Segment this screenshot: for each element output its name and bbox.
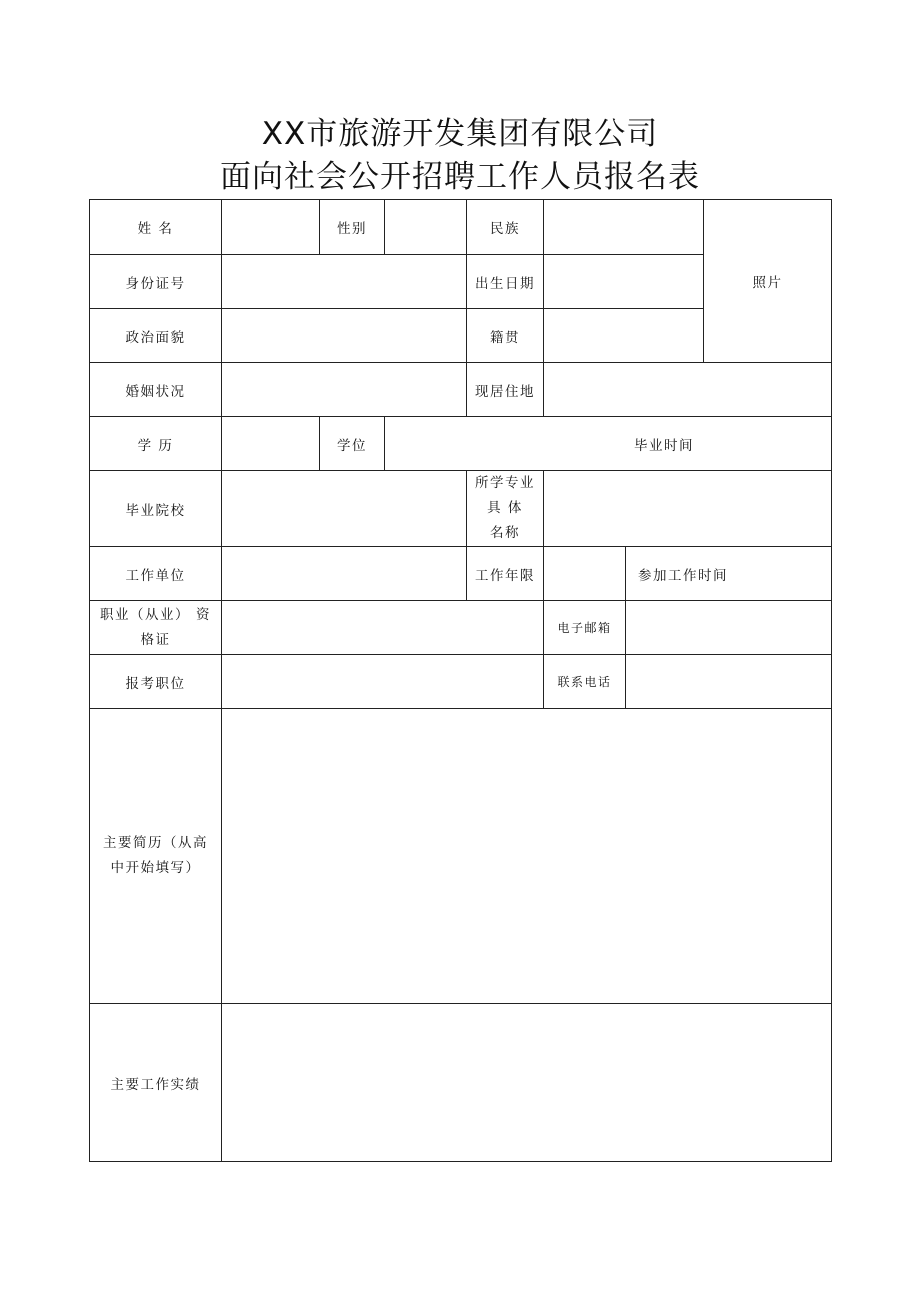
photo-cell[interactable] <box>704 200 832 363</box>
phone-input-cell[interactable] <box>626 655 832 709</box>
employer-input-cell[interactable] <box>222 547 467 601</box>
political-status-input-cell[interactable] <box>222 309 467 363</box>
email-label: 电子邮箱 <box>544 601 626 655</box>
education-label: 学 历 <box>90 417 222 471</box>
residence-input-cell[interactable] <box>544 363 832 417</box>
degree-label: 学位 <box>320 417 385 471</box>
id-number-input-cell[interactable] <box>222 255 467 309</box>
resume-input-cell[interactable] <box>222 709 832 1004</box>
resume-label: 主要简历（从高 中开始填写） <box>90 709 222 1004</box>
graduate-school-label: 毕业院校 <box>90 471 222 547</box>
birth-date-input-cell[interactable] <box>544 255 704 309</box>
qualification-label: 职业（从业） 资 格证 <box>90 601 222 655</box>
photo-label: 照片 <box>752 275 783 291</box>
title-line-2: 面向社会公开招聘工作人员报名表 <box>220 159 700 195</box>
gender-label: 性别 <box>320 200 385 255</box>
years-worked-label: 工作年限 <box>467 547 544 601</box>
qualification-input-cell[interactable] <box>222 601 544 655</box>
years-worked-input-cell[interactable] <box>544 547 626 601</box>
ethnicity-input-cell[interactable] <box>544 200 704 255</box>
email-input-cell[interactable] <box>626 601 832 655</box>
achievements-label: 主要工作实绩 <box>90 1004 222 1162</box>
residence-label: 现居住地 <box>467 363 544 417</box>
phone-label: 联系电话 <box>544 655 626 709</box>
position-applied-label: 报考职位 <box>90 655 222 709</box>
native-place-label: 籍贯 <box>467 309 544 363</box>
graduation-time-cell[interactable] <box>385 417 832 471</box>
birth-date-label: 出生日期 <box>467 255 544 309</box>
name-label: 姓 名 <box>90 200 222 255</box>
major-input-cell[interactable] <box>544 471 832 547</box>
graduate-school-input-cell[interactable] <box>222 471 467 547</box>
name-input-cell[interactable] <box>222 200 320 255</box>
gender-input-cell[interactable] <box>385 200 467 255</box>
major-label: 所学专业具 体 名称 <box>467 471 544 547</box>
position-applied-input-cell[interactable] <box>222 655 544 709</box>
registration-form-table <box>89 199 832 1162</box>
employer-label: 工作单位 <box>90 547 222 601</box>
title-line-1: XX市旅游开发集团有限公司 <box>261 116 659 152</box>
achievements-input-cell[interactable] <box>222 1004 832 1162</box>
marital-status-input-cell[interactable] <box>222 363 467 417</box>
political-status-label: 政治面貌 <box>90 309 222 363</box>
marital-status-label: 婚姻状况 <box>90 363 222 417</box>
education-input-cell[interactable] <box>222 417 320 471</box>
work-start-time-label: 参加工作时间 <box>638 567 728 584</box>
work-start-time-cell[interactable] <box>626 547 832 601</box>
graduation-time-label: 毕业时间 <box>634 437 694 454</box>
native-place-input-cell[interactable] <box>544 309 704 363</box>
ethnicity-label: 民族 <box>467 200 544 255</box>
id-number-label: 身份证号 <box>90 255 222 309</box>
